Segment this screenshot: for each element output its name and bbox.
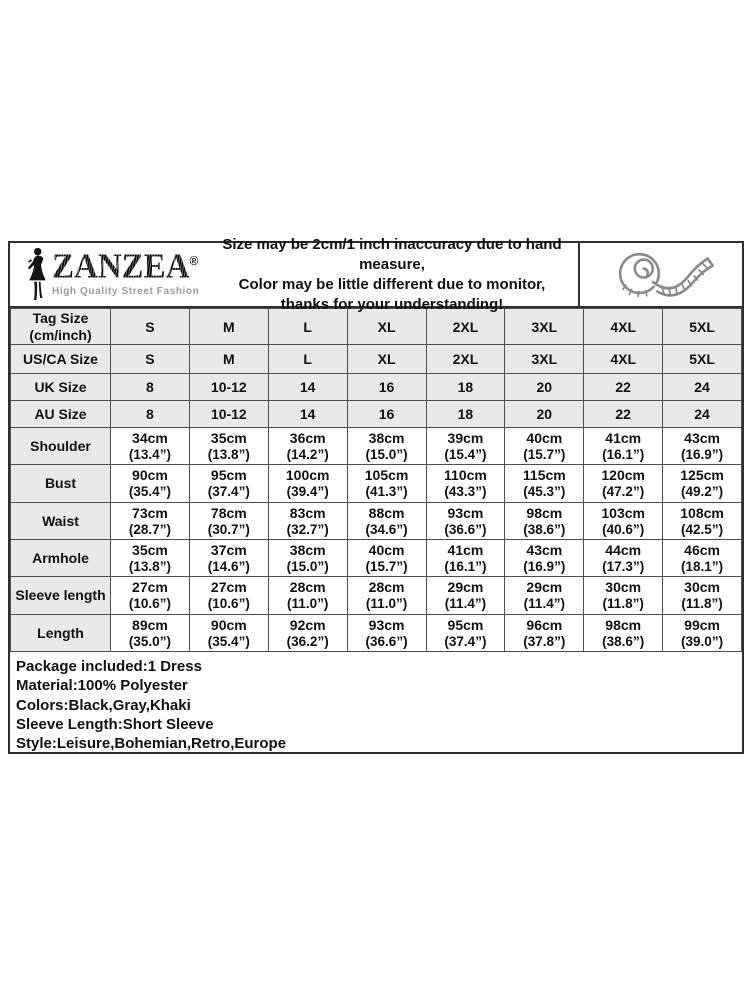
size-cell: 22	[584, 373, 663, 400]
size-cell: 125cm (49.2”)	[663, 465, 742, 502]
size-cell: 93cm (36.6”)	[426, 502, 505, 539]
registered-mark: ®	[189, 253, 199, 269]
table-row	[11, 400, 742, 427]
product-details	[10, 652, 742, 753]
size-cell: 37cm (14.6”)	[189, 539, 268, 576]
size-cell: 35cm (13.8”)	[189, 428, 268, 465]
size-cell: 16	[347, 373, 426, 400]
size-cell: 29cm (11.4”)	[505, 577, 584, 614]
woman-silhouette-icon	[24, 247, 50, 303]
size-cell: 2XL	[426, 309, 505, 345]
size-cell: 27cm (10.6”)	[111, 577, 190, 614]
table-row	[11, 345, 742, 373]
table-row	[11, 373, 742, 400]
brand-tagline: High Quality Street Fashion	[52, 286, 200, 297]
size-cell: 28cm (11.0”)	[268, 577, 347, 614]
size-cell: XL	[347, 345, 426, 373]
size-cell: 78cm (30.7”)	[189, 502, 268, 539]
size-cell: 90cm (35.4”)	[189, 614, 268, 651]
size-cell: 35cm (13.8”)	[111, 539, 190, 576]
size-cell: S	[111, 345, 190, 373]
size-cell: 4XL	[584, 345, 663, 373]
size-cell: 115cm (45.3”)	[505, 465, 584, 502]
row-label: Bust	[11, 465, 111, 502]
size-cell: 41cm (16.1”)	[584, 428, 663, 465]
size-cell: 30cm (11.8”)	[663, 577, 742, 614]
detail-style: Style:Leisure,Bohemian,Retro,Europe	[16, 735, 287, 753]
size-cell: 95cm (37.4”)	[426, 614, 505, 651]
row-label: Tag Size (cm/inch)	[11, 309, 111, 345]
size-cell: 10-12	[189, 400, 268, 427]
size-cell: 3XL	[505, 309, 584, 345]
table-row	[11, 614, 742, 651]
size-cell: 98cm (38.6”)	[584, 614, 663, 651]
size-cell: 10-12	[189, 373, 268, 400]
size-cell: S	[111, 309, 190, 345]
size-chart-panel	[8, 235, 744, 754]
size-cell: 43cm (16.9”)	[505, 539, 584, 576]
table-row	[11, 502, 742, 539]
size-cell: 29cm (11.4”)	[426, 577, 505, 614]
size-cell: 18	[426, 400, 505, 427]
size-cell: 103cm (40.6”)	[584, 502, 663, 539]
size-cell: 22	[584, 400, 663, 427]
size-cell: 90cm (35.4”)	[111, 465, 190, 502]
size-cell: 43cm (16.9”)	[663, 428, 742, 465]
size-cell: XL	[347, 309, 426, 345]
size-cell: 5XL	[663, 345, 742, 373]
disclaimer-line-2: Color may be little different due to monitor,	[238, 275, 546, 293]
size-cell: 83cm (32.7”)	[268, 502, 347, 539]
row-label: Sleeve length	[11, 577, 111, 614]
size-table	[10, 308, 742, 652]
size-cell: 30cm (11.8”)	[584, 577, 663, 614]
detail-sleeve-length: Sleeve Length:Short Sleeve	[16, 715, 214, 733]
detail-package: Package included:1 Dress	[16, 658, 202, 675]
size-cell: 110cm (43.3”)	[426, 465, 505, 502]
detail-material: Material:100% Polyester	[16, 677, 188, 695]
size-cell: 16	[347, 400, 426, 427]
measure-disclaimer	[206, 235, 578, 313]
row-label: US/CA Size	[11, 345, 111, 373]
size-cell: 46cm (18.1”)	[663, 539, 742, 576]
size-cell: 40cm (15.7”)	[505, 428, 584, 465]
size-cell: 14	[268, 373, 347, 400]
size-cell: 8	[111, 400, 190, 427]
detail-colors: Colors:Black,Gray,Khaki	[16, 696, 191, 714]
row-label: UK Size	[11, 373, 111, 400]
disclaimer-line-3: thanks for your understanding!	[280, 295, 504, 313]
row-label: Armhole	[11, 539, 111, 576]
size-cell: 20	[505, 400, 584, 427]
size-cell: 39cm (15.4”)	[426, 428, 505, 465]
brand-text-block	[52, 248, 200, 297]
measuring-tape-icon	[598, 242, 724, 308]
chart-header	[10, 235, 742, 313]
size-cell: 34cm (13.4”)	[111, 428, 190, 465]
size-cell: L	[268, 309, 347, 345]
size-cell: 27cm (10.6”)	[189, 577, 268, 614]
size-cell: 4XL	[584, 309, 663, 345]
size-cell: 100cm (39.4”)	[268, 465, 347, 502]
row-label: Length	[11, 614, 111, 651]
size-cell: 18	[426, 373, 505, 400]
size-cell: 38cm (15.0”)	[268, 539, 347, 576]
disclaimer-line-1: Size may be 2cm/1 inch inaccuracy due to hand measure,	[222, 235, 562, 273]
size-cell: 38cm (15.0”)	[347, 428, 426, 465]
size-cell: 28cm (11.0”)	[347, 577, 426, 614]
size-cell: 93cm (36.6”)	[347, 614, 426, 651]
size-cell: 3XL	[505, 345, 584, 373]
size-cell: 105cm (41.3”)	[347, 465, 426, 502]
size-cell: 14	[268, 400, 347, 427]
size-cell: 40cm (15.7”)	[347, 539, 426, 576]
table-row	[11, 465, 742, 502]
size-cell: 95cm (37.4”)	[189, 465, 268, 502]
brand-logo	[10, 243, 206, 306]
size-cell: 8	[111, 373, 190, 400]
size-cell: 24	[663, 400, 742, 427]
size-cell: M	[189, 345, 268, 373]
size-cell: 89cm (35.0”)	[111, 614, 190, 651]
size-cell: M	[189, 309, 268, 345]
brand-name: ZANZEA®	[52, 248, 199, 287]
size-cell: 88cm (34.6”)	[347, 502, 426, 539]
size-cell: 108cm (42.5”)	[663, 502, 742, 539]
size-cell: 2XL	[426, 345, 505, 373]
row-label: AU Size	[11, 400, 111, 427]
row-label: Shoulder	[11, 428, 111, 465]
row-label: Waist	[11, 502, 111, 539]
tape-cell	[578, 243, 742, 306]
size-cell: 98cm (38.6”)	[505, 502, 584, 539]
size-cell: 99cm (39.0”)	[663, 614, 742, 651]
size-cell: 5XL	[663, 309, 742, 345]
size-cell: 44cm (17.3”)	[584, 539, 663, 576]
table-row	[11, 539, 742, 576]
size-cell: 120cm (47.2”)	[584, 465, 663, 502]
size-cell: L	[268, 345, 347, 373]
size-cell: 20	[505, 373, 584, 400]
table-row	[11, 577, 742, 614]
size-cell: 24	[663, 373, 742, 400]
size-cell: 41cm (16.1”)	[426, 539, 505, 576]
table-row	[11, 428, 742, 465]
size-cell: 36cm (14.2”)	[268, 428, 347, 465]
size-cell: 73cm (28.7”)	[111, 502, 190, 539]
size-cell: 92cm (36.2”)	[268, 614, 347, 651]
size-cell: 96cm (37.8”)	[505, 614, 584, 651]
